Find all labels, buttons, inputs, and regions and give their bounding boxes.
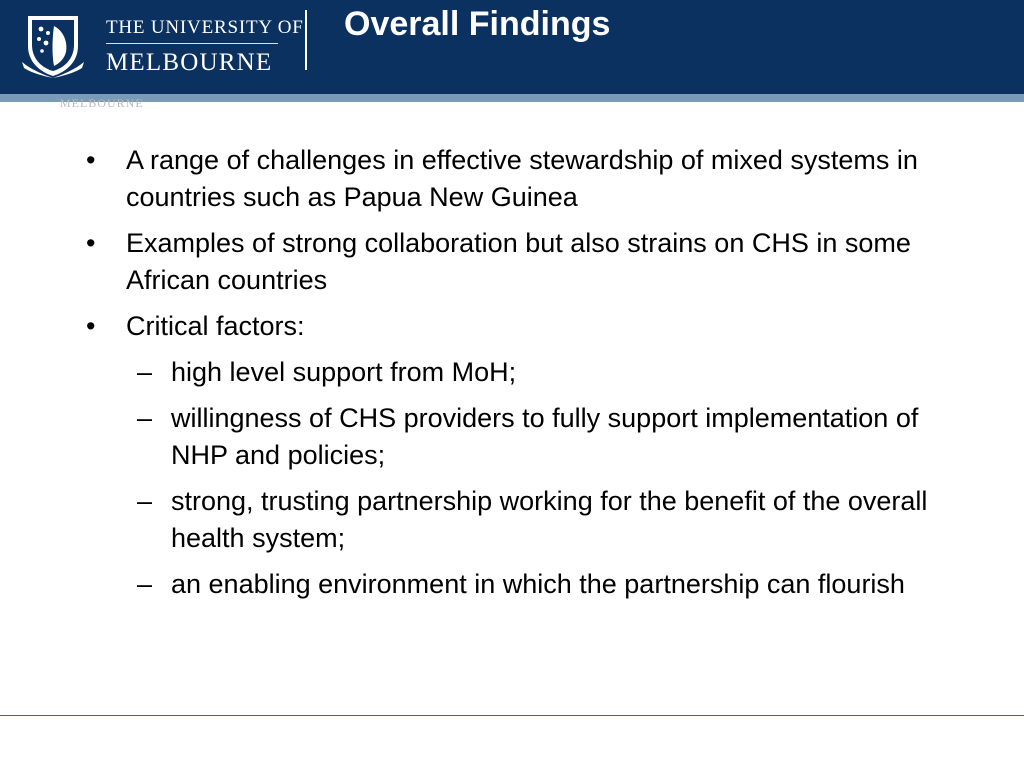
slide-header [0,0,1024,94]
sub-bullet-item [86,400,946,474]
logo-divider-rule [106,43,278,44]
bullet-text: Critical factors: [126,311,305,341]
footer-rule [0,715,1024,716]
slide-title: Overall Findings [344,5,611,43]
slide-body [86,142,946,612]
header-vertical-divider [305,10,307,70]
university-wordmark [106,16,304,76]
sub-bullet-text: high level support from MoH; [171,357,517,387]
sub-bullet-item [86,354,946,391]
sub-bullet-text: willingness of CHS providers to fully support implementation of NHP and policies; [171,403,919,470]
bullet-marker: • [86,311,96,341]
bullet-item [86,225,946,299]
logo-line-2: MELBOURNE [106,49,273,76]
logo-watermark-text: MELBOURNE [60,96,144,110]
bullet-item [86,308,946,345]
sub-bullet-text: an enabling environment in which the partnership can flourish [171,569,905,599]
bullet-text: A range of challenges in effective stewardship of mixed systems in countries such as Papua New Guinea [126,145,918,212]
bullet-marker: • [86,228,96,258]
header-accent-rule [0,94,1024,102]
university-crest-icon [22,12,84,78]
sub-bullet-marker: – [137,357,153,387]
logo-line-1: THE UNIVERSITY OF [106,17,304,38]
bullet-text: Examples of strong collaboration but also strains on CHS in some African countries [126,228,911,295]
sub-bullet-item [86,483,946,557]
bullet-marker: • [86,145,96,175]
sub-bullet-text: strong, trusting partnership working for the benefit of the overall health system; [171,486,928,553]
sub-bullet-marker: – [137,569,153,599]
sub-bullet-marker: – [137,403,153,433]
sub-bullet-marker: – [137,486,153,516]
bullet-item [86,142,946,216]
sub-bullet-item [86,566,946,603]
